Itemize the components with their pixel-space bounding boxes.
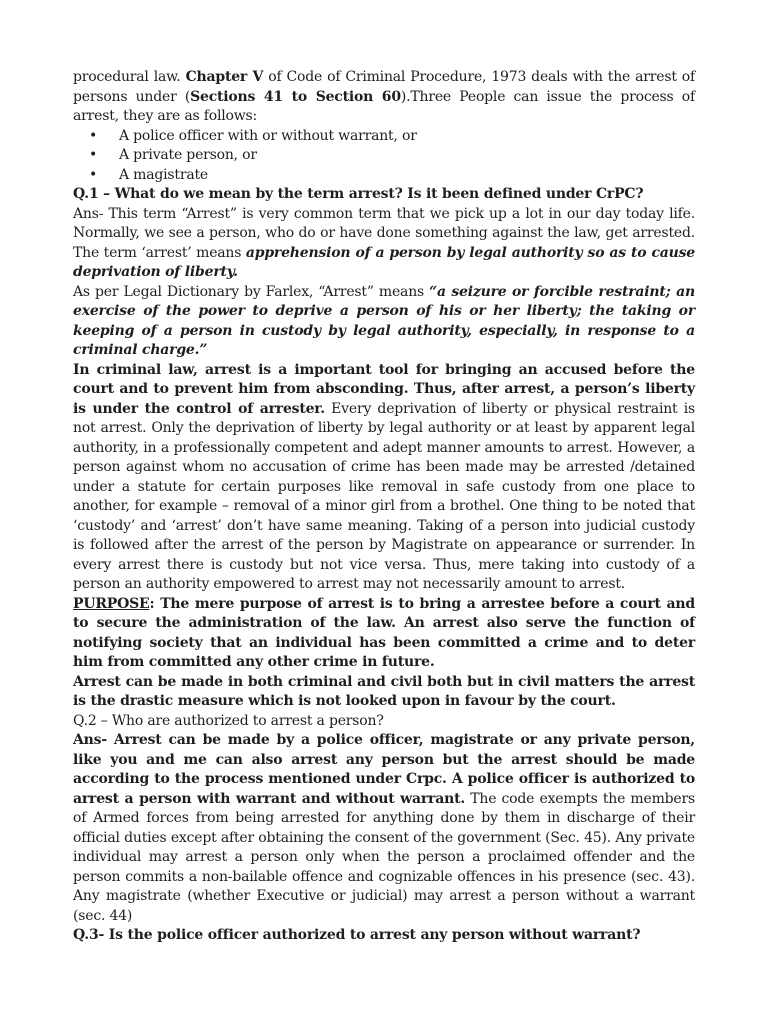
intro-text-3: ).Three People can issue the process of arrest, they are as follows:: [73, 88, 695, 124]
answer-2-paragraph: [73, 731, 695, 926]
arrest-authority-list: [73, 127, 695, 186]
purpose-paragraph: [73, 595, 695, 673]
answer-2-text: The code exempts the members of Armed forces from being arrested for anything done by them in discharge of their official duties except after obtaining the consent of the government (Sec. 45). Any private individual may arrest a person only when the person a proclaimed offender and the person commits a non-bailable offence and cognizable offences in his presence (sec. 43). Any magistrate (whether Executive or judicial) may arrest a person without a warrant (sec. 44): [73, 790, 695, 924]
document-body: [73, 68, 695, 946]
intro-chapter: Chapter V: [185, 69, 264, 85]
question-2-heading: Q.2 – Who are authorized to arrest a person?: [73, 712, 384, 729]
criminal-law-bold: In criminal law, arrest is a important tool for bringing an accused before the court and to prevent him from absconding. Thus, after arrest, a person’s liberty is under the control of arrester.: [73, 361, 695, 417]
answer-2-bold: Ans- Arrest can be made by a police officer, magistrate or any private person, like you and me can also arrest any person but the arrest should be made according to the process mentioned under Crpc. A police officer is authorized to arrest a person with warrant and without warrant.: [73, 732, 695, 807]
list-item: • A private person, or: [73, 146, 695, 166]
intro-paragraph: [73, 68, 695, 127]
farlex-definition: “a seizure or forcible restraint; an exercise of the power to deprive a person of his or her liberty; the taking or keeping of a person in custody by legal authority, especially, in response to a criminal charge.”: [73, 283, 695, 358]
list-item: • A police officer with or without warrant, or: [73, 127, 695, 147]
civil-paragraph: Arrest can be made in both criminal and civil both but in civil matters the arrest is the drastic measure which is not looked upon in favour by the court.: [73, 673, 695, 709]
farlex-text: As per Legal Dictionary by Farlex, “Arrest” means: [73, 283, 430, 300]
purpose-text: : The mere purpose of arrest is to bring a arrestee before a court and to secure the administration of the law. An arrest also serve the function of notifying society that an individual has been committed a crime and to deter him from committed any other crime in future.: [73, 595, 695, 670]
answer-1-text: Ans- This term “Arrest” is very common term that we pick up a lot in our day today life. Normally, we see a person, who do or have done something against the law, get arrested. The term ‘arrest’ means: [73, 205, 695, 261]
farlex-paragraph: [73, 283, 695, 361]
list-item: • A magistrate: [73, 166, 695, 186]
purpose-label: PURPOSE: [73, 595, 150, 612]
intro-text-2: of Code of Criminal Procedure, 1973 deals with the arrest of persons under (: [73, 69, 696, 105]
intro-sections: Sections 41 to Section 60: [190, 88, 401, 105]
criminal-law-paragraph: [73, 361, 695, 595]
criminal-law-text: Every deprivation of liberty or physical restraint is not arrest. Only the deprivation of liberty by legal authority or at least by apparent legal authority, in a professionally competent and adept manner amounts to arrest. However, a person against whom no accusation of crime has been made may be arrested /detained under a statute for certain purposes like removal in safe custody from one place to another, for example – removal of a minor girl from a brothel. One thing to be noted that ‘custody’ and ‘arrest’ don’t have same meaning. Taking of a person into judicial custody is followed after the arrest of the person by Magistrate on appearance or surrender. In every arrest there is custody but not vice versa. Thus, mere taking into custody of a person an authority empowered to arrest may not necessarily amount to arrest.: [73, 400, 695, 592]
intro-text-1: procedural law.: [73, 69, 186, 85]
answer-1-emphasis: apprehension of a person by legal authority so as to cause deprivation of liberty.: [73, 244, 696, 280]
question-1-heading: Q.1 – What do we mean by the term arrest? Is it been defined under CrPC?: [73, 186, 644, 202]
answer-1-paragraph: [73, 205, 695, 283]
question-3-heading: Q.3- Is the police officer authorized to arrest any person without warrant?: [73, 927, 641, 943]
